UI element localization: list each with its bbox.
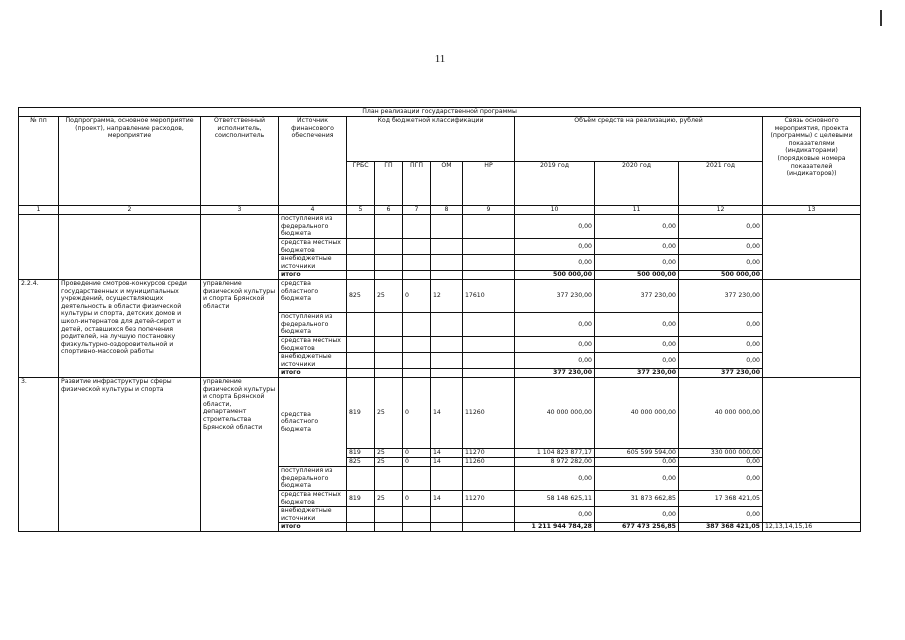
cell-source: поступления из федерального бюджета [279, 312, 347, 336]
cell-om [431, 466, 463, 490]
cell-subprogram [59, 215, 201, 280]
column-number: 13 [763, 206, 861, 215]
column-number: 10 [515, 206, 595, 215]
cell-2021: 387 368 421,05 [679, 523, 763, 532]
cell-nr: 11270 [463, 448, 515, 457]
cell-2020: 0,00 [595, 336, 679, 352]
cell-2019: 500 000,00 [515, 271, 595, 280]
cell-gp: 25 [375, 490, 403, 506]
column-number: 1 [19, 206, 59, 215]
header-executor: Ответственный исполнитель, соисполнитель [201, 117, 279, 206]
cell-2019: 0,00 [515, 312, 595, 336]
cell-2021: 377 230,00 [679, 279, 763, 312]
cell-source: поступления из федерального бюджета [279, 466, 347, 490]
column-number: 2 [59, 206, 201, 215]
column-number: 11 [595, 206, 679, 215]
cell-grbs: 819 [347, 377, 375, 448]
column-number: 8 [431, 206, 463, 215]
cell-2019: 8 972 282,00 [515, 457, 595, 466]
cell-source: средства областного бюджета [279, 377, 347, 466]
cell-grbs [347, 507, 375, 523]
cell-pgp: 0 [403, 279, 431, 312]
cell-grbs: 825 [347, 457, 375, 466]
cell-executor [201, 215, 279, 280]
cell-pgp: 0 [403, 377, 431, 448]
column-number: 5 [347, 206, 375, 215]
cell-2019: 377 230,00 [515, 369, 595, 378]
cell-nr: 11270 [463, 490, 515, 506]
cell-link [763, 215, 861, 280]
cell-executor: управление физической культуры и спорта Брянской области, департамент строительства Брянской области [201, 377, 279, 531]
cell-2021: 0,00 [679, 353, 763, 369]
cell-source: средства областного бюджета [279, 279, 347, 312]
cell-2019: 0,00 [515, 239, 595, 255]
cell-2020: 0,00 [595, 312, 679, 336]
cell-link [763, 377, 861, 522]
cell-2019: 0,00 [515, 215, 595, 239]
cell-2020: 0,00 [595, 215, 679, 239]
cell-2021: 0,00 [679, 466, 763, 490]
cell-executor: управление физической культуры и спорта Брянской области [201, 279, 279, 377]
cell-pgp: 0 [403, 490, 431, 506]
cell-2019: 40 000 000,00 [515, 377, 595, 448]
cell-source: итого [279, 369, 347, 378]
cell-2020: 0,00 [595, 466, 679, 490]
cell-2021: 330 000 000,00 [679, 448, 763, 457]
header-link: Связь основного мероприятия, проекта (программы) с целевыми показателями (индикаторами) (порядковые номера показателей (индикаторов)) [763, 117, 861, 206]
cell-2020: 31 873 662,85 [595, 490, 679, 506]
cell-2019: 0,00 [515, 255, 595, 271]
column-number: 7 [403, 206, 431, 215]
header-bk-code: Код бюджетной классификации [347, 117, 515, 162]
header-gp: ГП [375, 161, 403, 206]
header-2020: 2020 год [595, 161, 679, 206]
cell-source: итого [279, 271, 347, 280]
cell-om: 14 [431, 457, 463, 466]
cell-2019: 0,00 [515, 466, 595, 490]
cell-source: средства местных бюджетов [279, 239, 347, 255]
table-row [19, 279, 861, 312]
cell-gp [375, 507, 403, 523]
cell-grbs [347, 466, 375, 490]
column-number: 4 [279, 206, 347, 215]
cell-2020: 0,00 [595, 507, 679, 523]
cell-2019: 1 104 823 877,17 [515, 448, 595, 457]
cell-gp: 25 [375, 279, 403, 312]
cell-2020: 500 000,00 [595, 271, 679, 280]
cell-2019: 0,00 [515, 336, 595, 352]
cell-2019: 1 211 944 784,28 [515, 523, 595, 532]
cell-2020: 605 599 594,00 [595, 448, 679, 457]
page-number: 11 [434, 53, 446, 65]
cell-2020: 0,00 [595, 255, 679, 271]
cell-nr [463, 507, 515, 523]
cell-2020: 377 230,00 [595, 279, 679, 312]
cell-source: внебюджетные источники [279, 255, 347, 271]
cell-grbs: 825 [347, 279, 375, 312]
cell-subprogram: Развитие инфраструктуры сферы физической культуры и спорта [59, 377, 201, 531]
header-grbs: ГРБС [347, 161, 375, 206]
cell-2021: 17 368 421,05 [679, 490, 763, 506]
cell-nr: 17610 [463, 279, 515, 312]
cell-pgp: 0 [403, 448, 431, 457]
cell-2019: 58 148 625,11 [515, 490, 595, 506]
cell-2021: 0,00 [679, 457, 763, 466]
cell-no [19, 215, 59, 280]
cell-2021: 0,00 [679, 255, 763, 271]
column-number: 6 [375, 206, 403, 215]
cell-source: итого [279, 523, 347, 532]
cell-2021: 0,00 [679, 507, 763, 523]
cell-2021: 0,00 [679, 312, 763, 336]
cell-grbs: 819 [347, 490, 375, 506]
cell-gp: 25 [375, 448, 403, 457]
cell-2019: 0,00 [515, 507, 595, 523]
table-row [19, 377, 861, 448]
cell-2021: 40 000 000,00 [679, 377, 763, 448]
cell-source: поступления из федерального бюджета [279, 215, 347, 239]
cell-link [763, 279, 861, 377]
header-source: Источник финансового обеспечения [279, 117, 347, 206]
header-no: № пп [19, 117, 59, 206]
cell-nr: 11260 [463, 377, 515, 448]
table-row [19, 215, 861, 239]
cell-2020: 0,00 [595, 353, 679, 369]
cell-2021: 500 000,00 [679, 271, 763, 280]
cell-om: 14 [431, 448, 463, 457]
cell-pgp [403, 507, 431, 523]
cell-2020: 40 000 000,00 [595, 377, 679, 448]
plan-table [18, 107, 861, 532]
cell-gp: 25 [375, 457, 403, 466]
cell-2021: 0,00 [679, 336, 763, 352]
header-om: ОМ [431, 161, 463, 206]
cell-subprogram: Проведение смотров-конкурсов среди государственных и муниципальных учреждений, осуществляющих деятельность в области физической культуры и спорта, детских домов и школ-интернатов для детей-сирот и детей, оставшихся без попечения родителей, на лучшую постановку физкультурно-оздоровительной и спортивно-массовой работы [59, 279, 201, 377]
cell-2020: 377 230,00 [595, 369, 679, 378]
header-volume: Объём средств на реализацию, рублей [515, 117, 763, 162]
scan-edge-mark [880, 10, 882, 26]
cell-pgp: 0 [403, 457, 431, 466]
cell-2021: 0,00 [679, 215, 763, 239]
cell-2020: 0,00 [595, 239, 679, 255]
column-number: 9 [463, 206, 515, 215]
cell-2019: 377 230,00 [515, 279, 595, 312]
cell-om: 14 [431, 490, 463, 506]
cell-2020: 0,00 [595, 457, 679, 466]
cell-nr [463, 466, 515, 490]
header-subprogram: Подпрограмма, основное мероприятие (проект), направление расходов, мероприятие [59, 117, 201, 206]
cell-nr: 11260 [463, 457, 515, 466]
cell-no: 3. [19, 377, 59, 531]
cell-om: 14 [431, 377, 463, 448]
cell-source: внебюджетные источники [279, 507, 347, 523]
cell-2021: 377 230,00 [679, 369, 763, 378]
header-2019: 2019 год [515, 161, 595, 206]
column-number: 3 [201, 206, 279, 215]
cell-source: средства местных бюджетов [279, 336, 347, 352]
header-nr: НР [463, 161, 515, 206]
header-pgp: ПГП [403, 161, 431, 206]
table-title: План реализации государственной программы [19, 108, 861, 117]
cell-2021: 0,00 [679, 239, 763, 255]
cell-grbs: 819 [347, 448, 375, 457]
cell-pgp [403, 466, 431, 490]
header-2021: 2021 год [679, 161, 763, 206]
cell-om: 12 [431, 279, 463, 312]
cell-source: внебюджетные источники [279, 353, 347, 369]
cell-gp: 25 [375, 377, 403, 448]
column-number: 12 [679, 206, 763, 215]
cell-2019: 0,00 [515, 353, 595, 369]
cell-2020: 677 473 256,85 [595, 523, 679, 532]
cell-link: 12,13,14,15,16 [763, 523, 861, 532]
cell-om [431, 507, 463, 523]
cell-source: средства местных бюджетов [279, 490, 347, 506]
cell-no: 2.2.4. [19, 279, 59, 377]
cell-gp [375, 466, 403, 490]
